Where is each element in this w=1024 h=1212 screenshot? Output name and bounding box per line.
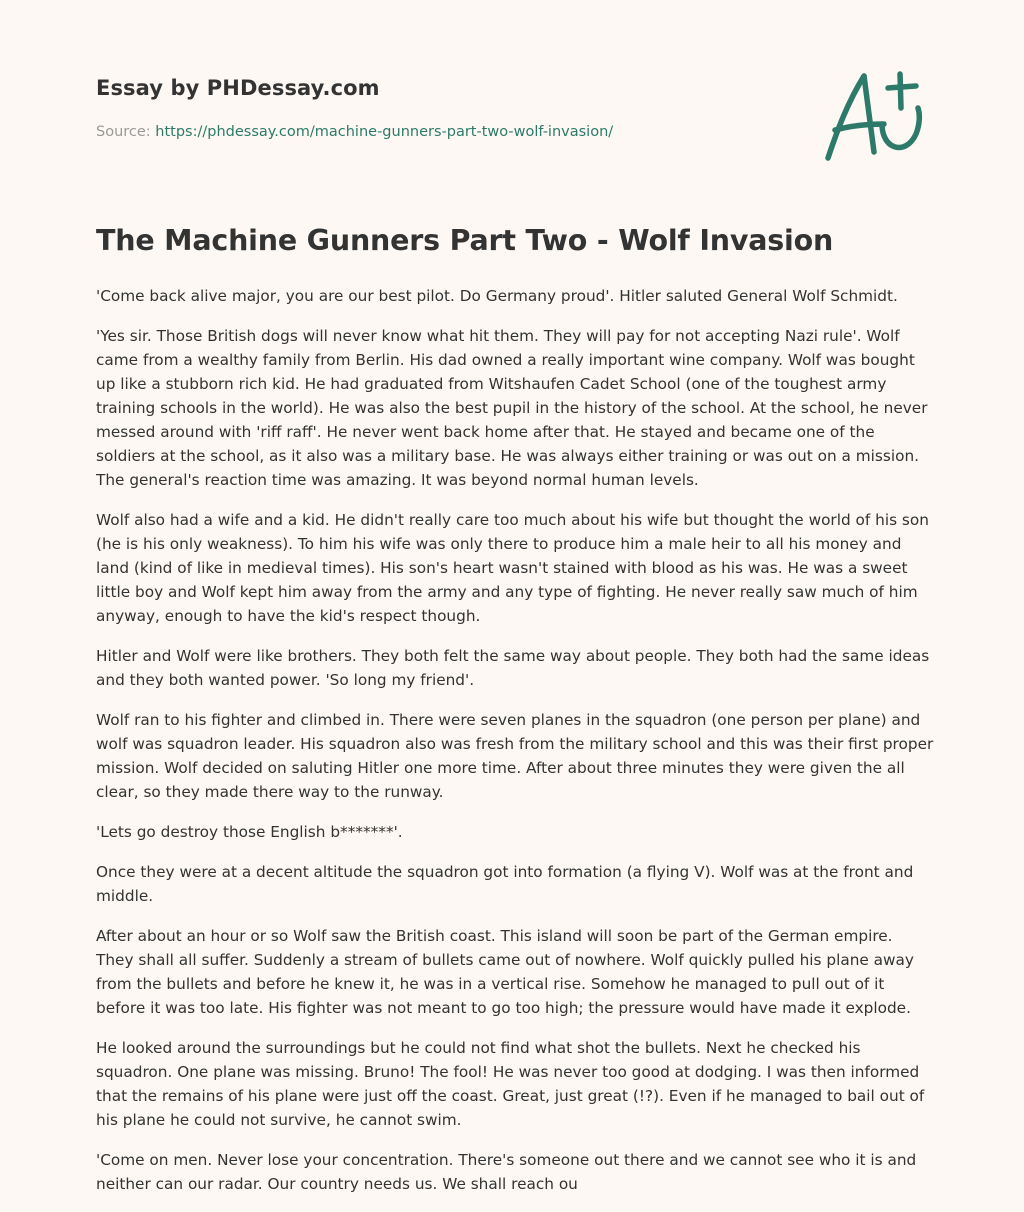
article-paragraph: Wolf ran to his fighter and climbed in. There were seven planes in the squadron (one person per plane) and wolf was squadron leader. His squadron also was fresh from the military school and this was their first proper mission. Wolf decided on saluting Hitler one more time. After about three minutes they were given the all clear, so they made there way to the runway. [96,711,934,801]
source-label: Source: [96,124,156,140]
article-paragraph: 'Lets go destroy those English b*******'. [96,823,403,841]
article-paragraph: 'Come back alive major, you are our best pilot. Do Germany proud'. Hitler saluted General Wolf Schmidt. [96,287,898,305]
article-paragraph: He looked around the surroundings but he could not find what shot the bullets. Next he checked his squadron. One plane was missing. Bruno! The fool! He was never too good at dodging. I was then informed that the remains of his plane were just off the coast. Great, just great (!?). Even if he managed to bail out of his plane he could not survive, he cannot swim. [96,1039,925,1129]
article-paragraph: Wolf also had a wife and a kid. He didn't really care too much about his wife but thought the world of his son (he is his only weakness). To him his wife was only there to produce him a male heir to all his money and land (kind of like in medieval times). His son's heart wasn't stained with blood as his was. He was a sweet little boy and Wolf kept him away from the army and any type of fighting. He never really saw much of him anyway, enough to have the kid's respect though. [96,511,929,625]
article-body [96,284,934,1212]
a-plus-logo-icon [818,66,930,166]
article-paragraph: Once they were at a decent altitude the squadron got into formation (a flying V). Wolf was at the front and middle. [96,863,914,905]
article-paragraph: After about an hour or so Wolf saw the British coast. This island will soon be part of the German empire. They shall all suffer. Suddenly a stream of bullets came out of nowhere. Wolf quickly pulled his plane away from the bullets and before he knew it, he was in a vertical rise. Somehow he managed to pull out of it before it was too late. His fighter was not meant to go too high; the pressure would have made it explode. [96,927,914,1017]
article-paragraph: Hitler and Wolf were like brothers. They both felt the same way about people. They both had the same ideas and they both wanted power. 'So long my friend'. [96,647,930,689]
page-title: The Machine Gunners Part Two - Wolf Invasion [96,224,834,257]
header-source [96,124,613,140]
article-paragraph: 'Come on men. Never lose your concentration. There's someone out there and we cannot see who it is and neither can our radar. Our country needs us. We shall reach ou [96,1151,917,1193]
header-brand: Essay by PHDessay.com [96,76,380,100]
article-paragraph: 'Yes sir. Those British dogs will never know what hit them. They will pay for not accepting Nazi rule'. Wolf came from a wealthy family from Berlin. His dad owned a really important wine company. Wolf was bought up like a stubborn rich kid. He had graduated from Witshaufen Cadet School (one of the toughest army training schools in the world). He was also the best pupil in the history of the school. At the school, he never messed around with 'riff raff'. He never went back home after that. He stayed and became one of the soldiers at the school, as it also was a military base. He was always either training or was out on a mission. The general's reaction time was amazing. It was beyond normal human levels. [96,327,928,489]
source-link[interactable]: https://phdessay.com/machine-gunners-part-two-wolf-invasion/ [155,124,614,140]
